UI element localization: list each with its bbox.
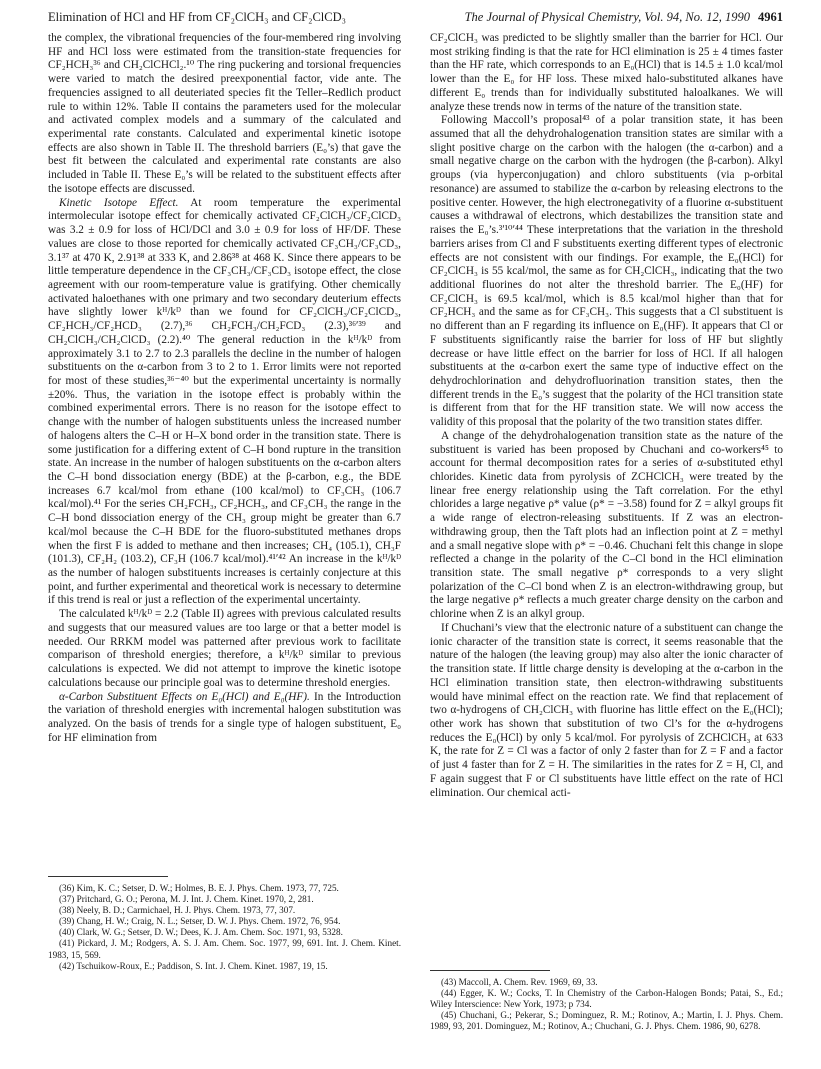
- right-column: [430, 32, 783, 800]
- running-title: Elimination of HCl and HF from CF₂ClCH₃ and CF₂ClCD₃: [48, 10, 347, 24]
- paragraph: [430, 622, 783, 800]
- paragraph-text: the complex, the vibrational frequencies of the four-membered ring involving HF and HCl loss were estimated from the transition-state frequencies for CF₂HCH₃³⁶ and CH₂ClCHCl₂.¹⁰ The ring puckering and torsional frequencies were varied to match the desired preexponential factor, vide ante. The frequencies assigned to all deuteriated species fit the Teller–Redlich product rule to within 12%. Table II contains the parameters used for the molecular and activated complex models and a summary of the calculated and experimental rate constants. Calculated and experimental kinetic isotope effects are also shown in Table II. The threshold barriers (E₀’s) that gave the best fit between the calculated and experimental rate constants are also included in Table II. These E₀’s will be related to the substituent effects after the isotope effects are discussed.: [48, 32, 401, 195]
- footnotes-left: [48, 876, 401, 972]
- footnote: (37) Pritchard, G. O.; Perona, M. J. Int. J. Chem. Kinet. 1970, 2, 281.: [59, 894, 314, 905]
- footnote-rule: [430, 970, 550, 971]
- footnote: (45) Chuchani, G.; Pekerar, S.; Dominguez, R. M.; Rotinov, A.; Martin, I. J. Phys. Chem. 1989, 93, 201. Dominguez, M.; Rotinov, A.; Chuchani, G. J. Phys. Chem. 1986, 90, 6278.: [430, 1010, 783, 1032]
- paragraph-text: At room temperature the experimental intermolecular isotope effect for chemically activated CF₂ClCH₃/CF₂ClCD₃ was 3.2 ± 0.9 for loss of HCl/DCl and 3.0 ± 0.9 for loss of HF/DF. These values are close to those reported for chemically activated CF₃CH₃/CF₃CD₃, 3.1³⁷ at 470 K, 2.91³⁸ at 333 K, and 2.86³⁸ at 468 K. Since there appears to be little temperature dependence in the CF₃CH₃/CF₃CD₃ isotope effect, the close agreement with our room-temperature value is gratifying. Other chemically activated haloethanes with one primary and two secondary deuterium effects have slightly lower kᴴ/kᴰ than we found for CF₂ClCH₃/CF₂ClCD₃, CF₂HCH₃/CF₂HCD₃ (2.7),³⁶ CH₂FCH₃/CH₂FCD₃ (2.3),³⁶ʹ³⁹ and CH₂ClCH₃/CH₂ClCD₃ (2.2).⁴⁰ The general reduction in the kᴴ/kᴰ from approximately 3.1 to 2.7 to 2.3 parallels the decline in the number of halogen substituents on the α-carbon from 3 to 2 to 1. Error limits were not reported for most of these studies,³⁶⁻⁴⁰ but the experimental uncertainty is normally ±20%. Thus, the variation in the isotope effect is probably within the combined experimental errors. There is no reason for the isotope effect to change with the number of halogen substituents unless the increased number of halogens alters the C–H or H–X bond order in the transition state. There is some justification for a differing extent of C–H bond rupture in the transition state. An increase in the number of halogen substituents on the α-carbon alters the C–H bond dissociation energy (BDE) at the β-carbon, e.g., the BDE increases 6.7 kcal/mol from ethane (100 kcal/mol) to CF₃CH₃ (106.7 kcal/mol).⁴¹ For the series CH₂FCH₃, CF₂HCH₃, and CF₃CH₃ the range in the C–H bond dissociation energy of the CH₃ group might be greater than 6.7 kcal/mol because the C–H BDE for the fluoro-substituted methanes drops when the first F is added to methane and then increases; CH₄ (105.1), CH₃F (101.3), CF₂H₂ (103.2), CF₃H (106.7 kcal/mol).⁴¹ʹ⁴² An increase in the kᴴ/kᴰ as the number of halogen substituents increases is certainly conjecture at this point, and further experimental and theoretical work is necessary to determine if this trend is real or just a reflection of the experimental uncertainty.: [48, 196, 401, 607]
- footnote: (42) Tschuikow-Roux, E.; Paddison, S. Int. J. Chem. Kinet. 1987, 19, 15.: [59, 960, 328, 971]
- footnote: (44) Egger, K. W.; Cocks, T. In Chemistry of the Carbon-Halogen Bonds; Patai, S., Ed.; Wiley Interscience: New York, 1973; p 734.: [430, 988, 783, 1010]
- journal-info-block: [465, 10, 783, 25]
- footnotes-right: [430, 970, 783, 1032]
- paragraph: [48, 197, 401, 609]
- footnote: (40) Clark, W. G.; Setser, D. W.; Dees, K. J. Am. Chem. Soc. 1971, 93, 5328.: [59, 927, 343, 938]
- footnote: (39) Chang, H. W.; Craig, N. L.; Setser, D. W. J. Phys. Chem. 1972, 76, 954.: [59, 916, 341, 927]
- section-runin-heading: α-Carbon Substituent Effects on E₀(HCl) and E₀(HF).: [59, 690, 310, 703]
- left-column: [48, 32, 401, 745]
- paragraph: [48, 608, 401, 690]
- paragraph-text: The calculated kᴴ/kᴰ = 2.2 (Table II) agrees with previous calculated results and suggests that our measured values are too large or that a better model is needed. Our RRKM model was patterned after previous work to facilitate comparison of threshold energies; therefore, a kᴴ/kᴰ similar to previous calculations is expected. We did not attempt to improve the kinetic isotope calculations because our principle goal was to determine threshold energies.: [48, 608, 401, 689]
- paragraph-text: A change of the dehydrohalogenation transition state as the nature of the substituent is varied has been proposed by Chuchani and co-workers⁴⁵ to account for thermal decomposition rates for a series of α-substituted ethyl chlorides. Kinetic data from pyrolysis of ZCHClCH₃ were treated by the linear free energy relationship using the Taft correlation. For the ethyl chlorides a large negative ρ* value (ρ* = −3.58) found for Z = alkyl groups fit a wide range of electron-releasing substituents. If Z was an electron-withdrawing group, then the Taft plots had an inflection point at Z = methyl and a small negative slope with ρ* = −0.46. Chuchani felt this change in slope reflected a change in the polarity of the C–Cl bond in the HCl elimination transition state. The small negative ρ* corresponds to a very slight polarization of the C–Cl bond when Z is an electron-withdrawing group, but the large negative ρ* reflects a much greater charge density on the carbon and chlorine when Z is an alkyl group.: [430, 429, 783, 621]
- footnote: (38) Neely, B. D.; Carmichael, H. J. Phys. Chem. 1973, 77, 307.: [59, 905, 296, 916]
- paragraph-text: CF₂ClCH₃ was predicted to be slightly smaller than the barrier for HCl. Our most striking finding is that the rate for HCl elimination is 25 ± 4 times faster than the HF rate, which corresponds to an E₀(HCl) that is 14.5 ± 1.0 kcal/mol lower than the E₀ for HF loss. These mixed halo-substituted alkanes have different E₀ trends than for individually substituted haloalkanes. We will analyze these trends now in terms of the nature of the transition state.: [430, 32, 783, 113]
- page-number: 4961: [758, 10, 783, 24]
- section-runin-heading: Kinetic Isotope Effect.: [59, 196, 179, 209]
- paragraph: [430, 430, 783, 622]
- footnote: (43) Maccoll, A. Chem. Rev. 1969, 69, 33.: [441, 977, 598, 987]
- paragraph: [48, 32, 401, 197]
- journal-info: The Journal of Physical Chemistry, Vol. 94, No. 12, 1990: [464, 10, 750, 24]
- paragraph-text: Following Maccoll’s proposal⁴³ of a polar transition state, it has been assumed that all the dehydrohalogenation transition states are similar with a slight positive charge on the carbon with the halogen (the α-carbon) and a small negative charge on the carbon with the hydrogen (the β-carbon). Alkyl groups (via hyperconjugation) and chloro substituents (via p-orbital resonance) are assumed to stabilize the α-carbon by releasing electrons to the positive center. However, the high electronegativity of a fluorine α-substituent causes a withdrawal of electrons, which destabilizes the transition state and raises the E₀’s.³ʹ¹⁰ʹ⁴⁴ These interpretations that the variation in the threshold barriers arises from Cl and F substituents exerting different types of electronic effects are not consistent with our findings. For example, the E₀(HCl) for CF₂ClCH₃ is 55 kcal/mol, the same as for CH₂ClCH₃, indicating that the two additional fluorines do not alter the threshold barrier. The E₀(HF) for CF₂ClCH₃ is 69.5 kcal/mol, which is 8.5 kcal/mol higher than that for CF₂HCH₃ and the same as for CF₃CH₃. This suggests that a Cl substituent is no different than an F regarding its influence on E₀(HF). It appears that Cl or F substituents significantly raise the barrier for loss of HF but slightly decrease or have little effect on the barrier for loss of HCl. If all halogen substituents at the α-carbon exert the same type of inductive effect on the dehydrochlorination and dehydrofluorination transition states, then the different trends in the E₀’s suggest that the polarity of the HCl transition state is different from that for the HF transition state. We will now access the validity of this proposal that the polarity of the two transition states differ.: [430, 114, 783, 429]
- paragraph-text: If Chuchani’s view that the electronic nature of a substituent can change the ionic character of the transition state is correct, it seems reasonable that the nature of the halogen (the leaving group) may also alter the ionic character of the transition state. If little charge density is developing at the α-carbon in the HCl elimination transition state, then electron-withdrawing substituents would have minimal effect on the reaction rate. We find that replacement of two α-hydrogens of CH₂ClCH₃ with fluorine has little effect on the E₀(HCl); other work has shown that substitution of two Cl’s for the α-hydrogens reduces the E₀(HCl) by only 5 kcal/mol. For pyrolysis of ZCHClCH₃ at 633 K, the rate for Z = Cl was a factor of only 2 faster than for Z = F and a factor of just 4 faster than for Z = H. The similarities in the rates for Z = H, Cl, and F again suggest that F or Cl substituents have little effect on the rate of HCl elimination. Our chemical acti-: [430, 621, 783, 799]
- paragraph: [430, 32, 783, 114]
- paragraph: [48, 691, 401, 746]
- running-header: [48, 10, 783, 28]
- paragraph-text: In the Introduction the variation of threshold energies with incremental halogen substitution was analyzed. On the basis of trends for a single type of halogen substituent, E₀ for HF elimination from: [48, 690, 402, 744]
- paragraph: [430, 114, 783, 430]
- footnote-rule: [48, 876, 168, 877]
- footnote: (36) Kim, K. C.; Setser, D. W.; Holmes, B. E. J. Phys. Chem. 1973, 77, 725.: [59, 883, 339, 893]
- footnote: (41) Pickard, J. M.; Rodgers, A. S. J. Am. Chem. Soc. 1977, 99, 691. Int. J. Chem. Kinet. 1983, 15, 569.: [48, 938, 401, 960]
